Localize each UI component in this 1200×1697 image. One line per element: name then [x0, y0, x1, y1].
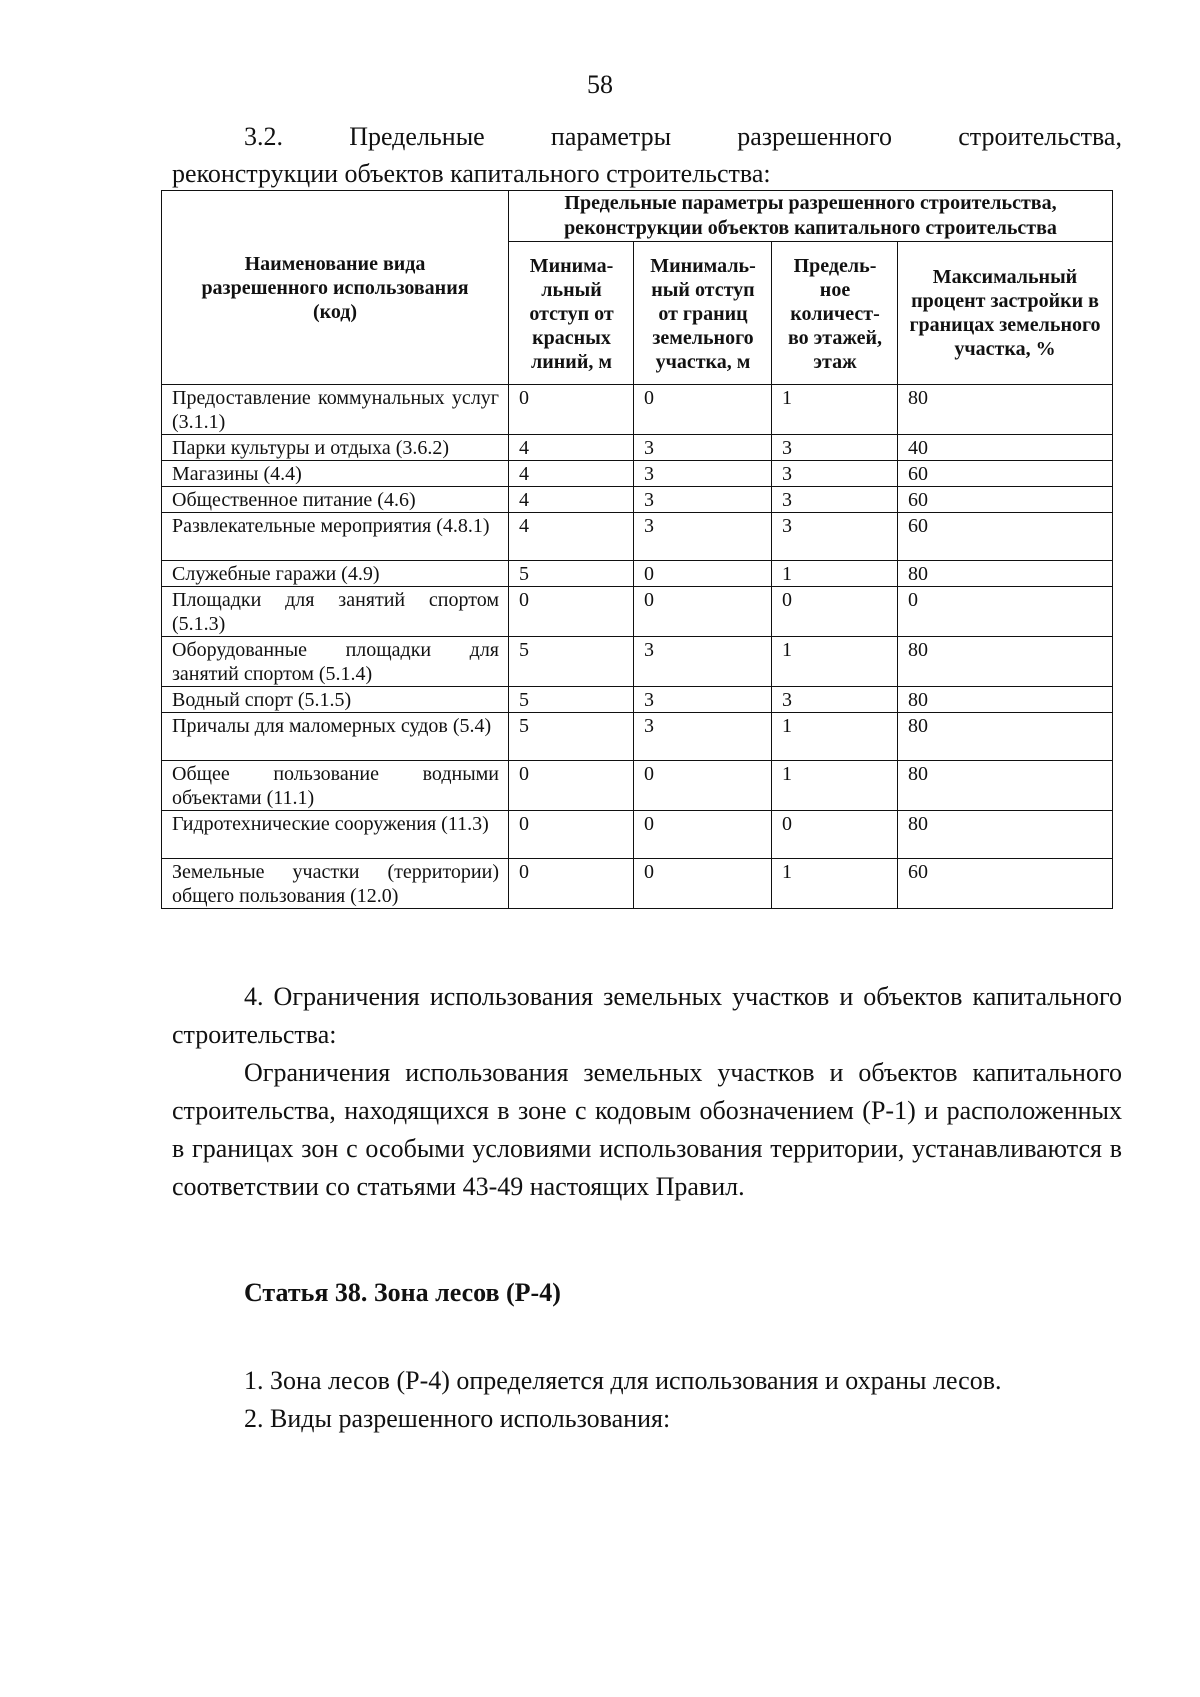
row-floors: 1	[772, 637, 898, 687]
row-plot-setback: 0	[634, 385, 772, 435]
table-row	[162, 461, 1113, 487]
row-red-line-setback: 5	[509, 561, 634, 587]
row-red-line-setback: 0	[509, 385, 634, 435]
row-plot-setback: 3	[634, 487, 772, 513]
row-floors: 0	[772, 811, 898, 859]
col-header-red-lines: Минима-льный отступ от красных линий, м	[509, 242, 634, 385]
row-plot-setback: 0	[634, 561, 772, 587]
row-coverage: 80	[898, 811, 1113, 859]
row-plot-setback: 0	[634, 811, 772, 859]
row-coverage: 60	[898, 859, 1113, 909]
row-name: Общественное питание (4.6)	[162, 487, 509, 513]
row-plot-setback: 0	[634, 859, 772, 909]
heading-word: параметры	[550, 122, 672, 151]
table-row	[162, 859, 1113, 909]
row-plot-setback: 0	[634, 587, 772, 637]
row-floors: 1	[772, 385, 898, 435]
row-plot-setback: 3	[634, 435, 772, 461]
row-plot-setback: 3	[634, 637, 772, 687]
row-coverage: 80	[898, 637, 1113, 687]
table-row	[162, 811, 1113, 859]
row-name: Парки культуры и отдыха (3.6.2)	[162, 435, 509, 461]
row-name: Оборудованные площадки для занятий спортом (5.1.4)	[162, 637, 509, 687]
row-floors: 0	[772, 587, 898, 637]
article-item-1: 1. Зона лесов (Р-4) определяется для использования и охраны лесов.	[244, 1366, 1002, 1395]
article-items	[244, 1362, 1002, 1438]
row-name: Водный спорт (5.1.5)	[162, 687, 509, 713]
row-coverage: 80	[898, 713, 1113, 761]
row-floors: 3	[772, 435, 898, 461]
table-row	[162, 487, 1113, 513]
section-3-2-heading	[172, 118, 1122, 192]
row-floors: 1	[772, 761, 898, 811]
row-red-line-setback: 5	[509, 687, 634, 713]
row-floors: 1	[772, 859, 898, 909]
table-row	[162, 687, 1113, 713]
col-header-name: Наименование вида разрешенного использования (код)	[162, 191, 509, 385]
row-red-line-setback: 4	[509, 461, 634, 487]
col-header-plot-border: Минималь-ный отступ от границ земельного участка, м	[634, 242, 772, 385]
table-row	[162, 713, 1113, 761]
row-red-line-setback: 0	[509, 859, 634, 909]
row-red-line-setback: 0	[509, 587, 634, 637]
row-red-line-setback: 4	[509, 487, 634, 513]
row-name: Предоставление коммунальных услуг (3.1.1)	[162, 385, 509, 435]
row-floors: 3	[772, 487, 898, 513]
row-coverage: 0	[898, 587, 1113, 637]
row-red-line-setback: 4	[509, 435, 634, 461]
row-coverage: 60	[898, 461, 1113, 487]
row-plot-setback: 3	[634, 713, 772, 761]
row-coverage: 60	[898, 487, 1113, 513]
row-red-line-setback: 0	[509, 811, 634, 859]
article-title: Статья 38. Зона лесов (Р-4)	[244, 1278, 561, 1307]
row-plot-setback: 3	[634, 461, 772, 487]
row-plot-setback: 3	[634, 687, 772, 713]
table-row	[162, 561, 1113, 587]
row-floors: 1	[772, 713, 898, 761]
page-number: 58	[587, 70, 613, 99]
row-name: Площадки для занятий спортом (5.1.3)	[162, 587, 509, 637]
table-row	[162, 587, 1113, 637]
table-row	[162, 761, 1113, 811]
col-header-floors: Предель-ное количест-во этажей, этаж	[772, 242, 898, 385]
article-item-2: 2. Виды разрешенного использования:	[244, 1404, 671, 1433]
table-row	[162, 513, 1113, 561]
row-floors: 1	[772, 561, 898, 587]
row-red-line-setback: 4	[509, 513, 634, 561]
row-plot-setback: 3	[634, 513, 772, 561]
col-header-coverage: Максимальный процент застройки в границах земельного участка, %	[898, 242, 1113, 385]
row-coverage: 80	[898, 687, 1113, 713]
row-name: Общее пользование водными объектами (11.1)	[162, 761, 509, 811]
row-name: Гидротехнические сооружения (11.3)	[162, 811, 509, 859]
row-coverage: 80	[898, 385, 1113, 435]
row-floors: 3	[772, 461, 898, 487]
row-coverage: 80	[898, 561, 1113, 587]
section-4-heading: 4. Ограничения использования земельных участков и объектов капитального строительства:	[172, 982, 1122, 1049]
row-coverage: 80	[898, 761, 1113, 811]
row-coverage: 60	[898, 513, 1113, 561]
section-3-2-line2: реконструкции объектов капитального строительства:	[172, 159, 771, 188]
table-row	[162, 385, 1113, 435]
table-row	[162, 435, 1113, 461]
section-4-body: Ограничения использования земельных участков и объектов капитального строительства, находящихся в зоне с кодовым обозначением (Р-1) и расположенных в границах зон с особыми условиями использования территории, устанавливаются в соответствии со статьями 43-49 настоящих Правил.	[172, 1058, 1122, 1201]
table-row	[162, 637, 1113, 687]
row-coverage: 40	[898, 435, 1113, 461]
parameters-table	[161, 190, 1113, 909]
heading-word: 3.2.	[244, 122, 283, 151]
row-floors: 3	[772, 513, 898, 561]
section-4	[172, 978, 1122, 1206]
row-red-line-setback: 5	[509, 637, 634, 687]
group-header: Предельные параметры разрешенного строительства, реконструкции объектов капитального строительства	[509, 191, 1113, 242]
heading-word: Предельные	[349, 122, 485, 151]
heading-word: строительства,	[958, 122, 1122, 151]
row-red-line-setback: 0	[509, 761, 634, 811]
row-name: Служебные гаражи (4.9)	[162, 561, 509, 587]
heading-word: разрешенного	[737, 122, 893, 151]
row-name: Земельные участки (территории) общего пользования (12.0)	[162, 859, 509, 909]
row-red-line-setback: 5	[509, 713, 634, 761]
section-3-2-line1	[172, 118, 1122, 155]
row-name: Причалы для маломерных судов (5.4)	[162, 713, 509, 761]
row-name: Развлекательные мероприятия (4.8.1)	[162, 513, 509, 561]
row-plot-setback: 0	[634, 761, 772, 811]
row-name: Магазины (4.4)	[162, 461, 509, 487]
row-floors: 3	[772, 687, 898, 713]
